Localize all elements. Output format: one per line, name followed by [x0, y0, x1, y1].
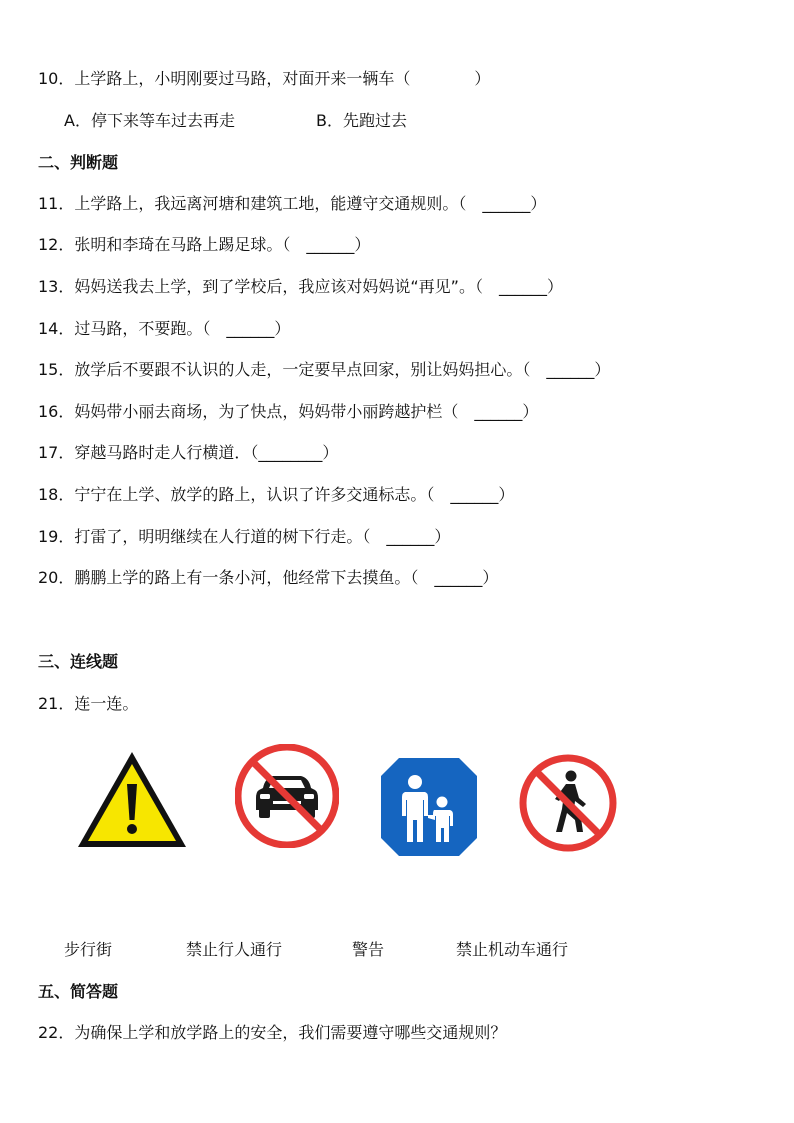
section-heading-short-answer: 五、简答题 — [38, 982, 119, 1001]
question-10-option-b[interactable]: B．先跑过去 — [316, 111, 407, 130]
match-label-no-motor-vehicles[interactable]: 禁止机动车通行 — [456, 940, 569, 959]
match-label-warning[interactable]: 警告 — [352, 940, 385, 959]
judgment-question-12: 12．张明和李琦在马路上踢足球。（ ______） — [38, 235, 371, 254]
no-motor-vehicles-icon[interactable] — [235, 744, 339, 848]
judgment-question-16: 16．妈妈带小丽去商场，为了快点，妈妈带小丽跨越护栏（ ______） — [38, 402, 539, 421]
warning-triangle-icon[interactable] — [76, 750, 188, 850]
question-10-text: 10．上学路上，小明刚要过马路，对面开来一辆车（ ） — [38, 69, 491, 88]
question-22-text: 22．为确保上学和放学路上的安全，我们需要遵守哪些交通规则？ — [38, 1023, 507, 1042]
question-10-option-a[interactable]: A．停下来等车过去再走 — [64, 111, 235, 130]
judgment-question-11: 11．上学路上，我远离河塘和建筑工地，能遵守交通规则。（ ______） — [38, 194, 547, 213]
judgment-question-13: 13．妈妈送我去上学，到了学校后，我应该对妈妈说“再见”。（ ______） — [38, 277, 563, 296]
match-label-no-pedestrians[interactable]: 禁止行人通行 — [186, 940, 283, 959]
judgment-question-18: 18．宁宁在上学、放学的路上，认识了许多交通标志。（ ______） — [38, 485, 515, 504]
judgment-question-17: 17．穿越马路时走人行横道．（________） — [38, 443, 339, 462]
judgment-question-15: 15．放学后不要跟不认识的人走，一定要早点回家，别让妈妈担心。（ ______） — [38, 360, 611, 379]
section-heading-judgment: 二、判断题 — [38, 153, 119, 172]
section-heading-matching: 三、连线题 — [38, 652, 119, 671]
judgment-question-20: 20．鹏鹏上学的路上有一条小河，他经常下去摸鱼。（ ______） — [38, 568, 499, 587]
judgment-question-14: 14．过马路，不要跑。（ ______） — [38, 319, 291, 338]
pedestrian-street-icon[interactable] — [381, 758, 477, 856]
no-pedestrians-icon[interactable] — [519, 754, 617, 852]
question-21-text: 21．连一连。 — [38, 694, 139, 713]
match-label-pedestrian-street[interactable]: 步行街 — [64, 940, 113, 959]
judgment-question-19: 19．打雷了，明明继续在人行道的树下行走。（ ______） — [38, 527, 451, 546]
